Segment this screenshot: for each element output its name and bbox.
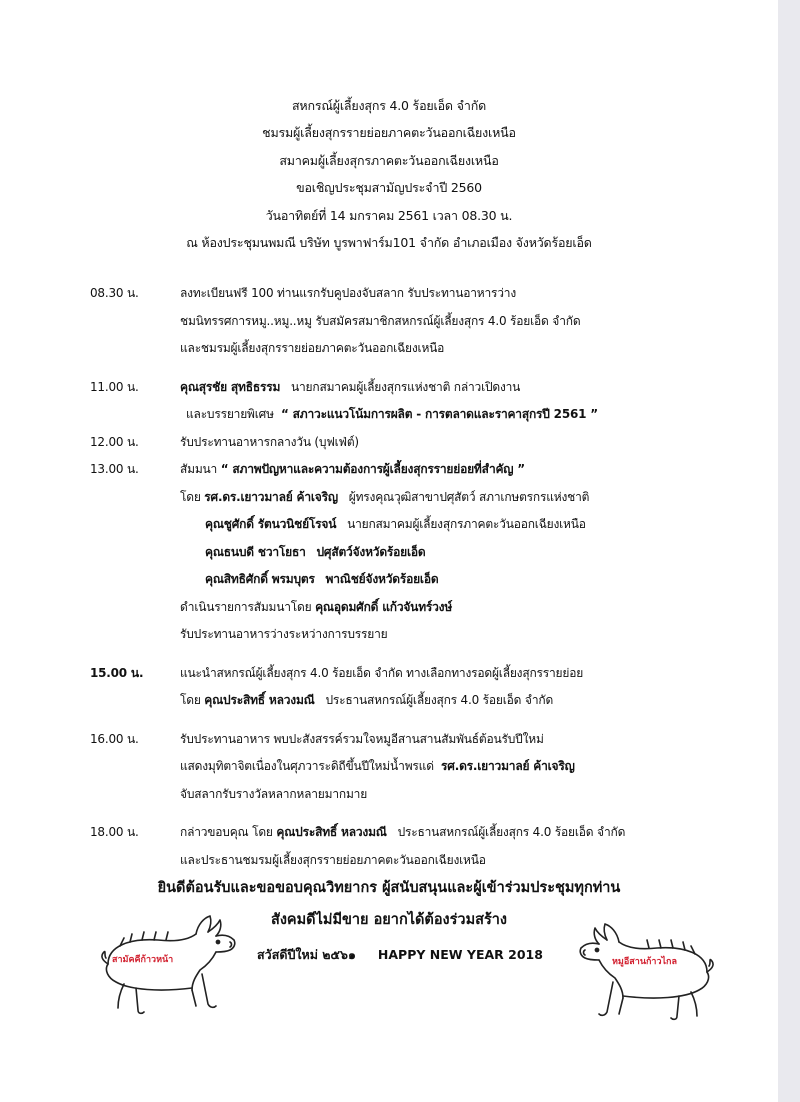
- page-edge: [778, 0, 800, 1102]
- agenda-text: แนะนำสหกรณ์ผู้เลี้ยงสุกร 4.0 ร้อยเอ็ด จำกัด ทางเลือกทางรอดผู้เลี้ยงสุกรรายย่อย: [180, 665, 584, 680]
- speaker-role: นายกสมาคมผู้เลี้ยงสุกรภาคตะวันออกเฉียงเหนือ: [347, 517, 586, 531]
- pig-illustration-icon: [575, 916, 715, 1022]
- agenda-time: 08.30 น.: [90, 286, 139, 300]
- agenda-row: [90, 484, 770, 512]
- tribute-text: แสดงมุทิตาจิตเนื่องในศุภวาระดิถีขึ้นปีใหม่น้ำพรแด่: [180, 759, 434, 773]
- agenda-text: [205, 511, 586, 539]
- agenda-row: [90, 539, 770, 567]
- speaker-role: ปศุสัตว์จังหวัดร้อยเอ็ด: [316, 544, 426, 559]
- agenda-row: [90, 401, 770, 429]
- agenda-time: 16.00 น.: [90, 731, 139, 746]
- agenda-row: [90, 456, 770, 484]
- agenda-time: 18.00 น.: [90, 825, 139, 839]
- stamp-right: หมูอีสานก้าวไกล: [612, 957, 678, 967]
- agenda-row: [90, 781, 770, 809]
- lecture-topic: “ สภาวะแนวโน้มการผลิต - การตลาดและราคาสุกรปี 2561 ”: [281, 407, 598, 421]
- agenda-row: [90, 280, 770, 308]
- speaker-role: ผู้ทรงคุณวุฒิสาขาปศุสัตว์ สภาเกษตรกรแห่งชาติ: [348, 489, 590, 504]
- slogan-line: สังคมดีไม่มีขาย อยากได้ต้องร่วมสร้าง: [270, 912, 507, 928]
- agenda-text: [180, 819, 625, 847]
- thanks-label: กล่าวขอบคุณ โดย: [180, 825, 273, 839]
- agenda-text: [180, 456, 525, 484]
- header-line-date: วันอาทิตย์ที่ 14 มกราคม 2561 เวลา 08.30 น.: [265, 207, 513, 223]
- seminar-topic: “ สภาพปัญหาและความต้องการผู้เลี้ยงสุกรรายย่อยที่สำคัญ ”: [220, 462, 525, 476]
- seminar-label: สัมมนา: [180, 462, 218, 476]
- agenda-row: [90, 687, 770, 715]
- by-label: โดย: [180, 693, 201, 707]
- agenda-row: [90, 726, 770, 754]
- header-line-association: สมาคมผู้เลี้ยงสุกรภาคตะวันออกเฉียงเหนือ: [279, 152, 499, 168]
- speaker-role: นายกสมาคมผู้เลี้ยงสุกรแห่งชาติ กล่าวเปิดงาน: [291, 379, 521, 394]
- header-line-club: ชมรมผู้เลี้ยงสุกรรายย่อยภาคตะวันออกเฉียงเหนือ: [262, 125, 516, 141]
- agenda-time: 12.00 น.: [90, 434, 139, 449]
- speaker-role: ประธานสหกรณ์ผู้เลี้ยงสุกร 4.0 ร้อยเอ็ด จำกัด: [397, 825, 626, 839]
- agenda-time: 11.00 น.: [90, 379, 139, 394]
- speaker-name: รศ.ดร.เยาวมาลย์ ค้าเจริญ: [204, 489, 338, 504]
- moderator-label: ดำเนินรายการสัมมนาโดย: [180, 599, 312, 614]
- agenda-row: [90, 819, 770, 847]
- agenda-row: [90, 621, 770, 649]
- agenda-text: [180, 594, 452, 622]
- agenda-row: [90, 594, 770, 622]
- honoree-name: รศ.ดร.เยาวมาลย์ ค้าเจริญ: [441, 759, 575, 773]
- agenda-row: [90, 566, 770, 594]
- agenda-text: [180, 484, 589, 512]
- agenda-time: 13.00 น.: [90, 462, 139, 476]
- agenda-text: และประธานชมรมผู้เลี้ยงสุกรรายย่อยภาคตะวันออกเฉียงเหนือ: [180, 852, 486, 867]
- speaker-role: ประธานสหกรณ์ผู้เลี้ยงสุกร 4.0 ร้อยเอ็ด จำกัด: [325, 693, 554, 707]
- moderator-name: คุณอุดมศักดิ์ แก้วจันทร์วงษ์: [315, 599, 453, 614]
- agenda-text: รับประทานอาหารว่างระหว่างการบรรยาย: [180, 627, 388, 641]
- greeting-thai: สวัสดีปีใหม่ ๒๕๖๑: [257, 947, 356, 962]
- agenda-text: [180, 374, 520, 402]
- agenda-text: รับประทานอาหารกลางวัน (บุฟเฟ่ต์): [180, 434, 359, 449]
- by-label: โดย: [180, 489, 201, 504]
- agenda-text: [205, 566, 438, 594]
- agenda-text: [186, 401, 598, 429]
- agenda-row: [90, 429, 770, 457]
- welcome-line: ยินดีต้อนรับและขอขอบคุณวิทยากร ผู้สนับสนุนและผู้เข้าร่วมประชุมทุกท่าน: [157, 880, 621, 896]
- agenda-row: [90, 847, 770, 875]
- agenda-text: จับสลากรับรางวัลหลากหลายมากมาย: [180, 786, 368, 801]
- speaker-role: พาณิชย์จังหวัดร้อยเอ็ด: [325, 572, 439, 586]
- speaker-name: คุณประสิทธิ์ หลวงมณี: [276, 825, 387, 839]
- agenda-text: และชมรมผู้เลี้ยงสุกรรายย่อยภาคตะวันออกเฉียงเหนือ: [180, 341, 445, 355]
- agenda-text: ชมนิทรรศการหมู..หมู..หมู รับสมัครสมาชิกสหกรณ์ผู้เลี้ยงสุกร 4.0 ร้อยเอ็ด จำกัด: [180, 313, 581, 328]
- speaker-name: คุณธนบดี ชวาโยธา: [205, 544, 306, 559]
- invitation-header: [0, 92, 778, 256]
- stamp-left: สามัคคีก้าวหน้า: [112, 955, 174, 965]
- agenda-text: รับประทานอาหาร พบปะสังสรรค์รวมใจหมูอีสานสานสัมพันธ์ต้อนรับปีใหม่: [180, 731, 544, 746]
- speaker-name: คุณชูศักดิ์ รัตนวนิชย์โรจน์: [205, 517, 337, 531]
- speaker-name: คุณสิทธิศักดิ์ พรมบุตร: [205, 572, 315, 586]
- lecture-label: และบรรยายพิเศษ: [186, 407, 274, 421]
- greeting-english: HAPPY NEW YEAR 2018: [377, 947, 543, 962]
- header-line-venue: ณ ห้องประชุมนพมณี บริษัท บูรพาฟาร์ม101 จำกัด อำเภอเมือง จังหวัดร้อยเอ็ด: [186, 234, 592, 250]
- header-line-invitation: ขอเชิญประชุมสามัญประจำปี 2560: [296, 180, 482, 196]
- agenda-row: [90, 374, 770, 402]
- agenda-row: [90, 335, 770, 363]
- agenda-row: [90, 753, 770, 781]
- agenda-row: [90, 511, 770, 539]
- agenda-text: [180, 687, 553, 715]
- agenda-time: 15.00 น.: [90, 665, 144, 680]
- agenda: [90, 280, 770, 874]
- speaker-name: คุณประสิทธิ์ หลวงมณี: [204, 693, 315, 707]
- agenda-text: ลงทะเบียนฟรี 100 ท่านแรกรับคูปองจับสลาก รับประทานอาหารว่าง: [180, 286, 517, 300]
- agenda-text: [205, 539, 426, 567]
- agenda-row: [90, 308, 770, 336]
- agenda-text: [180, 753, 575, 781]
- speaker-name: คุณสุรชัย สุทธิธรรม: [180, 379, 281, 394]
- new-year-greeting: [250, 945, 550, 965]
- agenda-row: [90, 660, 770, 688]
- header-line-cooperative: สหกรณ์ผู้เลี้ยงสุกร 4.0 ร้อยเอ็ด จำกัด: [291, 98, 486, 113]
